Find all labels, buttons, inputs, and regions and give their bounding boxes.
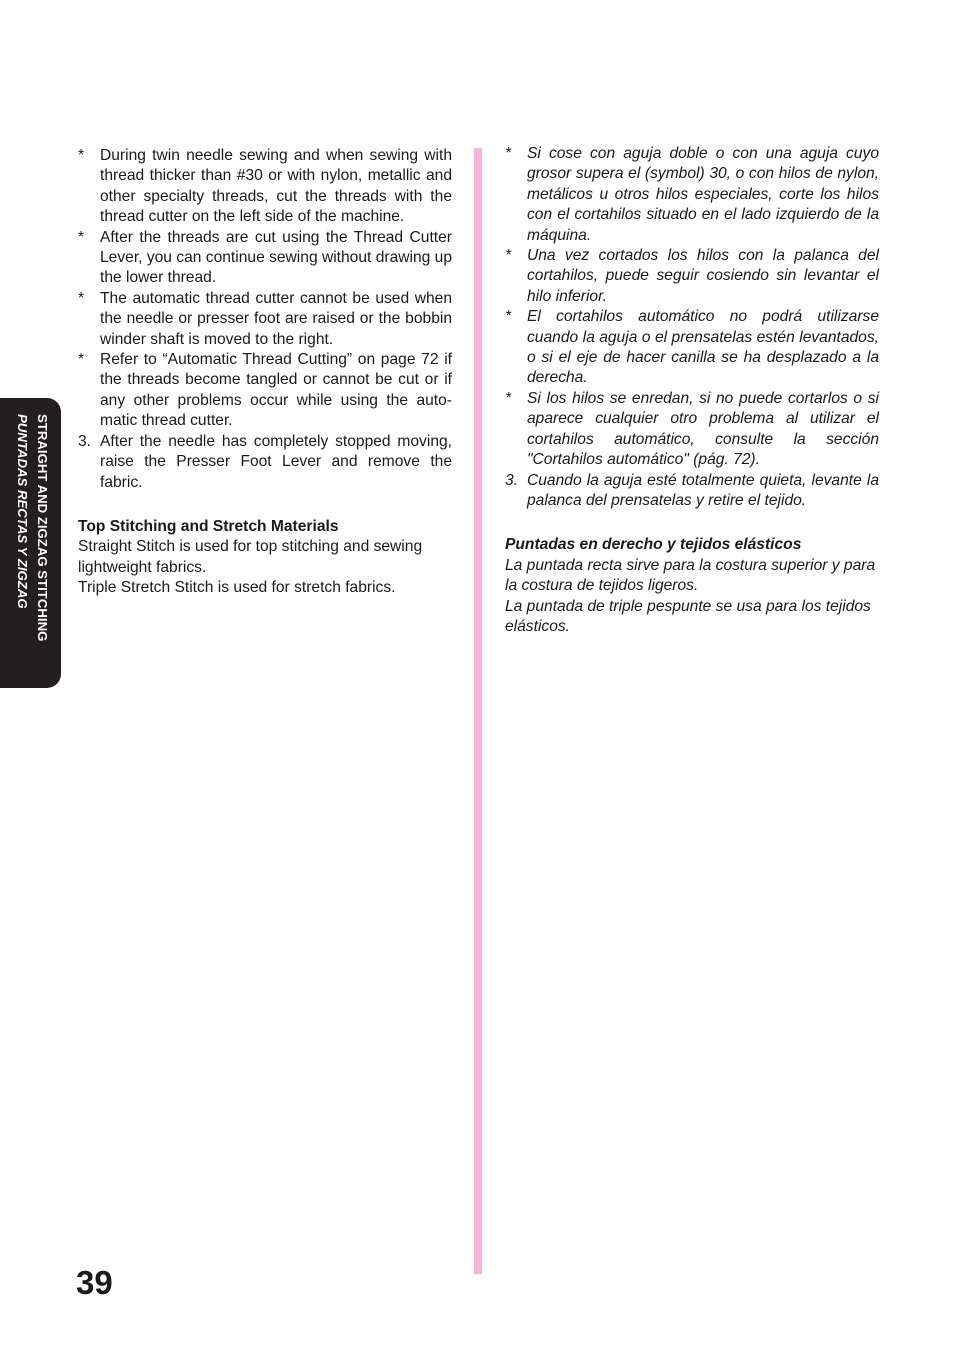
step-number: 3.	[78, 432, 92, 450]
bullet-marker: *	[78, 351, 85, 369]
bullet-marker: *	[78, 147, 85, 164]
item-text: During twin needle sewing and when sewing with thread thicker than #30 or with nylon, metallic and other specialty threads, cut the threads with the thread cutter on the left side of the machine.	[100, 147, 452, 226]
item-text: Refer to “Automatic Thread Cutting” on page 72 if the threads become tangled or cannot be cut or if any other problems occur while using the auto-matic thread cutter.	[100, 351, 452, 430]
section-heading-es: Puntadas en derecho y tejidos elásticos	[505, 536, 802, 554]
side-tab-title-es: PUNTADAS RECTAS Y ZIGZAG	[15, 414, 30, 609]
item-text: Una vez cortados los hilos con la palanca del cortahilos, puede seguir cosiendo sin levantar el hilo inferior.	[527, 247, 879, 305]
item-text: After the threads are cut using the Thread Cutter Lever, you can continue sewing without drawing up the lower thread.	[100, 228, 452, 287]
bullet-marker: *	[78, 228, 85, 246]
column-divider	[474, 148, 482, 1274]
list-item	[78, 289, 452, 350]
list-item	[505, 471, 879, 512]
list-item	[505, 144, 879, 246]
list-item	[505, 246, 879, 307]
item-text: After the needle has completely stopped moving, raise the Presser Foot Lever and remove the fabric.	[100, 432, 452, 491]
paragraph: La puntada recta sirve para la costura superior y para la costura de tejidos ligeros.	[505, 556, 876, 595]
list-item	[78, 350, 452, 432]
bullet-marker: *	[505, 308, 512, 326]
bullet-marker: *	[505, 389, 512, 407]
list-item	[78, 146, 452, 228]
item-text: Si los hilos se enredan, si no puede cortarlos o si aparece cualquier otro problema al utilizar el cortahilos automático, consulte la sección "Cortahilos automático" (pág. 72).	[527, 389, 879, 469]
page-number: 39	[76, 1264, 113, 1301]
side-tab-text	[8, 414, 52, 674]
item-text: El cortahilos automático no podrá utilizarse cuando la aguja o el prensatelas estén levantados, o si el eje de hacer canilla se ha desplazado a la derecha.	[527, 308, 879, 387]
list-item	[505, 389, 879, 471]
paragraph: Straight Stitch is used for top stitching and sewing lightweight fabrics.	[78, 538, 423, 576]
paragraph: La puntada de triple pespunte se usa para los tejidos elásticos.	[505, 597, 871, 635]
section-side-tab	[0, 398, 61, 688]
bullet-marker: *	[78, 289, 85, 307]
english-column	[78, 146, 452, 599]
section-heading-en: Top Stitching and Stretch Materials	[78, 517, 339, 535]
paragraph: Triple Stretch Stitch is used for stretch fabrics.	[78, 579, 396, 597]
spanish-column	[505, 144, 879, 637]
list-item	[505, 307, 879, 389]
step-number: 3.	[505, 471, 519, 489]
bullet-marker: *	[505, 145, 512, 162]
side-tab-title-en: STRAIGHT AND ZIGZAG STITCHING	[35, 414, 50, 642]
bullet-marker: *	[505, 247, 512, 265]
item-text: The automatic thread cutter cannot be used when the needle or presser foot are raised or the bobbin winder shaft is moved to the right.	[100, 289, 452, 348]
list-item	[78, 432, 452, 493]
item-text: Si cose con aguja doble o con una aguja cuyo grosor supera el (symbol) 30, o con hilos de nylon, metálicos u otros hilos especiales, corte los hilos con el cortahilos situado en el lado izquierdo de la máquina.	[527, 145, 879, 244]
list-item	[78, 228, 452, 289]
item-text: Cuando la aguja esté totalmente quieta, levante la palanca del prensatelas y retire el tejido.	[527, 471, 879, 509]
